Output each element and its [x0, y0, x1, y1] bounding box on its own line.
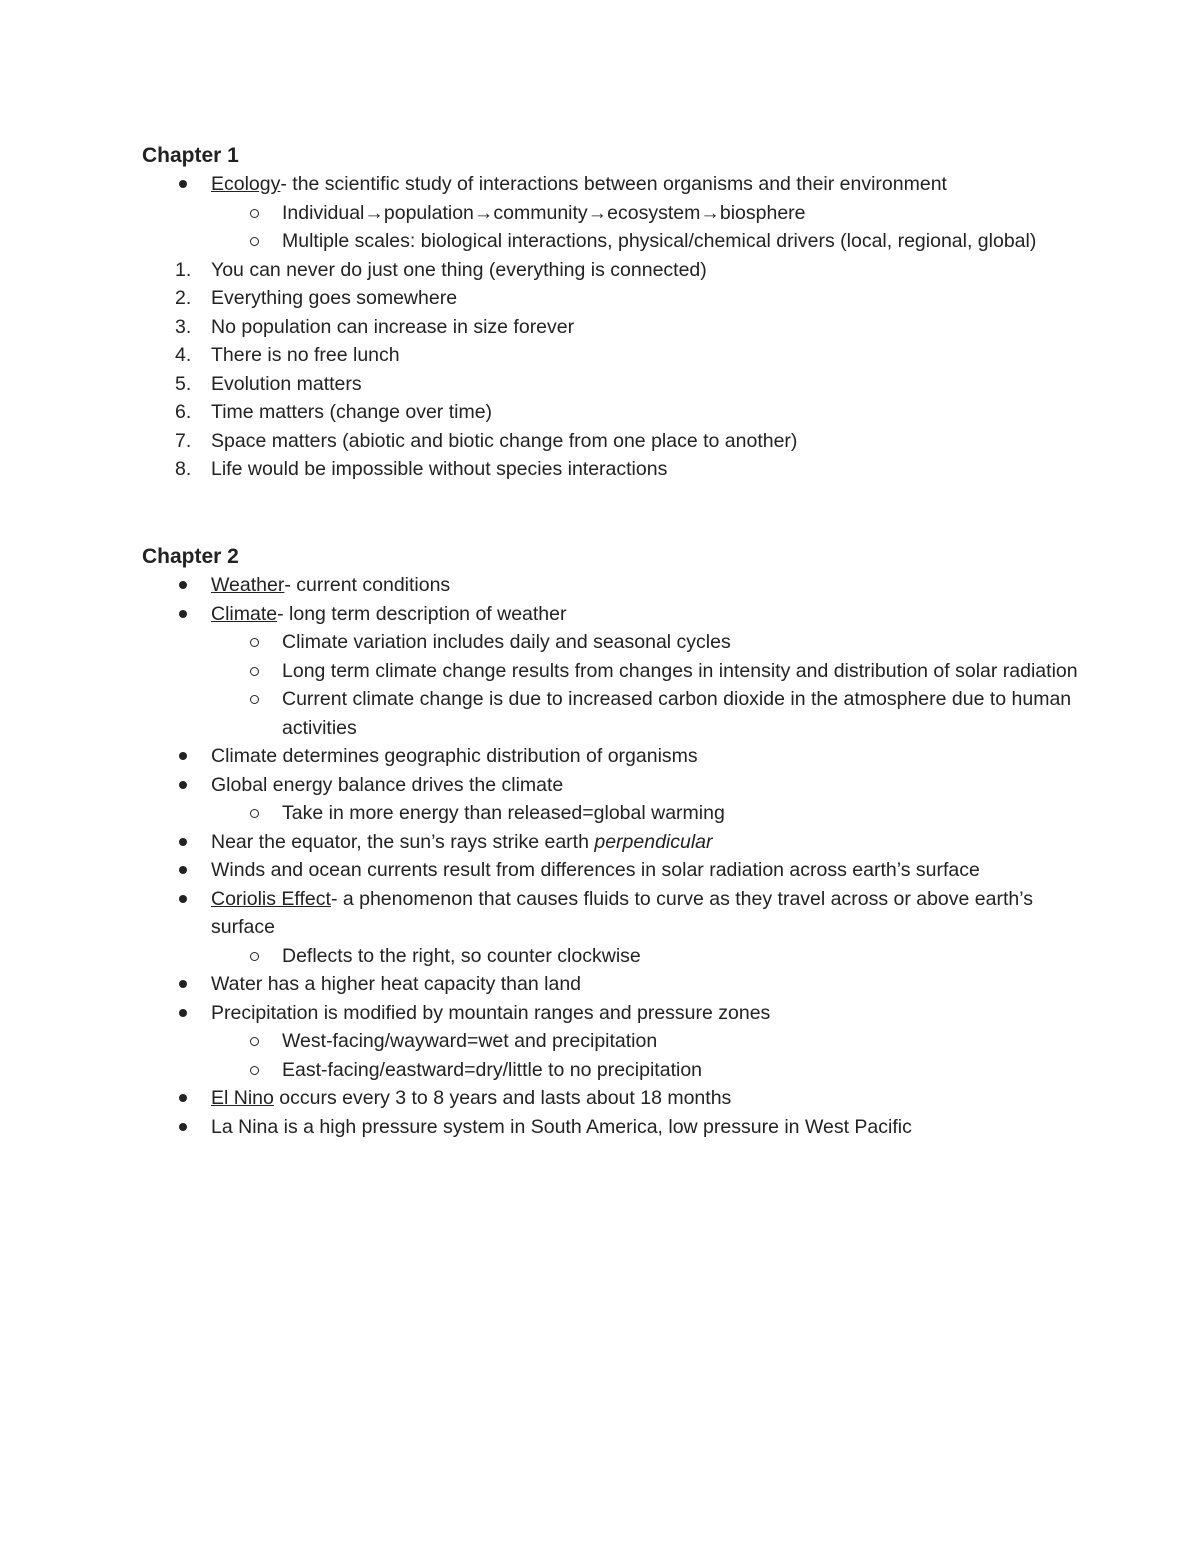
- chapter-1-heading: Chapter 1: [142, 144, 239, 167]
- item-text: Long term climate change results from changes in intensity and distribution of solar radiation: [282, 659, 1078, 682]
- numbered-item: [142, 313, 1082, 342]
- bullet-icon: [179, 781, 187, 789]
- item-text: Deflects to the right, so counter clockwise: [282, 944, 641, 967]
- bullet-icon: [179, 1009, 187, 1017]
- item-number: 3.: [175, 315, 192, 338]
- chapter-1-section: [142, 142, 1082, 484]
- bullet-icon: [179, 610, 187, 618]
- item-number: 8.: [175, 458, 192, 480]
- item-text: Current climate change is due to increased carbon dioxide in the atmosphere due to human activities: [282, 688, 1072, 739]
- hollow-bullet-icon: [250, 237, 259, 246]
- item-number: 2.: [175, 287, 192, 309]
- item-number: 6.: [175, 401, 192, 423]
- item-number: 4.: [175, 344, 192, 366]
- definition-text: - the scientific study of interactions between organisms and their environment: [280, 173, 947, 195]
- chapter-2-heading: Chapter 2: [142, 545, 239, 568]
- bullet-icon: [179, 838, 187, 846]
- term-weather: Weather: [211, 574, 285, 596]
- numbered-item: [142, 398, 1082, 427]
- hollow-bullet-icon: [250, 952, 259, 961]
- bullet-icon: [179, 866, 187, 874]
- item-text: La Nina is a high pressure system in South America, low pressure in West Pacific: [211, 1115, 912, 1138]
- bullet-icon: [179, 1123, 187, 1131]
- item-text: Climate variation includes daily and seasonal cycles: [282, 631, 731, 653]
- list-item: [142, 628, 1082, 657]
- chapter-2-section: [142, 543, 1082, 1141]
- italic-term: perpendicular: [594, 830, 713, 853]
- term-climate: Climate: [211, 602, 278, 625]
- list-item: [142, 999, 1082, 1028]
- list-item: [142, 199, 1082, 228]
- bullet-icon: [179, 752, 187, 760]
- list-item: [142, 942, 1082, 971]
- bullet-icon: [179, 895, 187, 903]
- hollow-bullet-icon: [250, 1066, 259, 1075]
- hollow-bullet-icon: [250, 1037, 259, 1046]
- list-item: [142, 828, 1082, 857]
- numbered-item: [142, 256, 1082, 285]
- hollow-bullet-icon: [250, 638, 259, 647]
- item-text: Near the equator, the sun’s rays strike earth: [211, 830, 595, 853]
- item-text: Space matters (abiotic and biotic change from one place to another): [211, 429, 798, 452]
- numbered-item: [142, 427, 1082, 456]
- numbered-item: [142, 341, 1082, 370]
- hollow-bullet-icon: [250, 667, 259, 676]
- item-text: Global energy balance drives the climate: [211, 773, 564, 796]
- definition-text: - long term description of weather: [277, 602, 567, 625]
- definition-text: - a phenomenon that causes fluids to curve as they travel across or above earth’s surface: [211, 887, 1033, 938]
- bullet-icon: [179, 180, 187, 188]
- item-text: West-facing/wayward=wet and precipitation: [282, 1030, 658, 1052]
- list-item: [142, 685, 1082, 742]
- list-item: [142, 571, 1082, 600]
- item-text: Climate determines geographic distribution of organisms: [211, 745, 698, 767]
- item-text: Individual→population→community→ecosystem→biosphere: [282, 201, 806, 224]
- numbered-item: [142, 284, 1082, 313]
- item-text: No population can increase in size forever: [211, 315, 575, 338]
- bullet-icon: [179, 581, 187, 589]
- term-ecology: Ecology: [211, 173, 281, 195]
- definition-text: - current conditions: [284, 574, 451, 596]
- item-text: East-facing/eastward=dry/little to no precipitation: [282, 1058, 703, 1081]
- list-item: [142, 885, 1082, 942]
- definition-text: occurs every 3 to 8 years and lasts about 18 months: [273, 1087, 732, 1109]
- item-text: Life would be impossible without species interactions: [211, 458, 668, 480]
- item-text: Everything goes somewhere: [211, 287, 458, 309]
- hollow-bullet-icon: [250, 695, 259, 704]
- item-text: Water has a higher heat capacity than land: [211, 973, 582, 995]
- term-coriolis: Coriolis Effect: [211, 887, 331, 910]
- list-item: [142, 170, 1082, 199]
- list-item: [142, 799, 1082, 828]
- list-item: [142, 1056, 1082, 1085]
- list-item: [142, 227, 1082, 256]
- numbered-item: [142, 370, 1082, 399]
- hollow-bullet-icon: [250, 809, 259, 818]
- list-item: [142, 1113, 1082, 1142]
- bullet-icon: [179, 980, 187, 988]
- list-item: [142, 742, 1082, 771]
- item-text: You can never do just one thing (everything is connected): [211, 258, 707, 281]
- item-text: Winds and ocean currents result from differences in solar radiation across earth’s surface: [211, 859, 980, 881]
- list-item: [142, 657, 1082, 686]
- hollow-bullet-icon: [250, 209, 259, 218]
- item-text: Multiple scales: biological interactions, physical/chemical drivers (local, regional, global): [282, 230, 1037, 252]
- item-text: There is no free lunch: [211, 344, 400, 366]
- list-item: [142, 970, 1082, 999]
- numbered-item: [142, 455, 1082, 484]
- list-item: [142, 1084, 1082, 1113]
- item-text: Precipitation is modified by mountain ranges and pressure zones: [211, 1001, 771, 1024]
- item-text: Time matters (change over time): [211, 401, 493, 423]
- item-number: 1.: [175, 258, 192, 281]
- bullet-icon: [179, 1094, 187, 1102]
- item-text: Evolution matters: [211, 372, 362, 395]
- list-item: [142, 1027, 1082, 1056]
- item-number: 5.: [175, 372, 192, 395]
- list-item: [142, 771, 1082, 800]
- term-el-nino: El Nino: [211, 1087, 274, 1109]
- item-text: Take in more energy than released=global warming: [282, 802, 725, 824]
- list-item: [142, 856, 1082, 885]
- item-number: 7.: [175, 429, 192, 452]
- list-item: [142, 600, 1082, 629]
